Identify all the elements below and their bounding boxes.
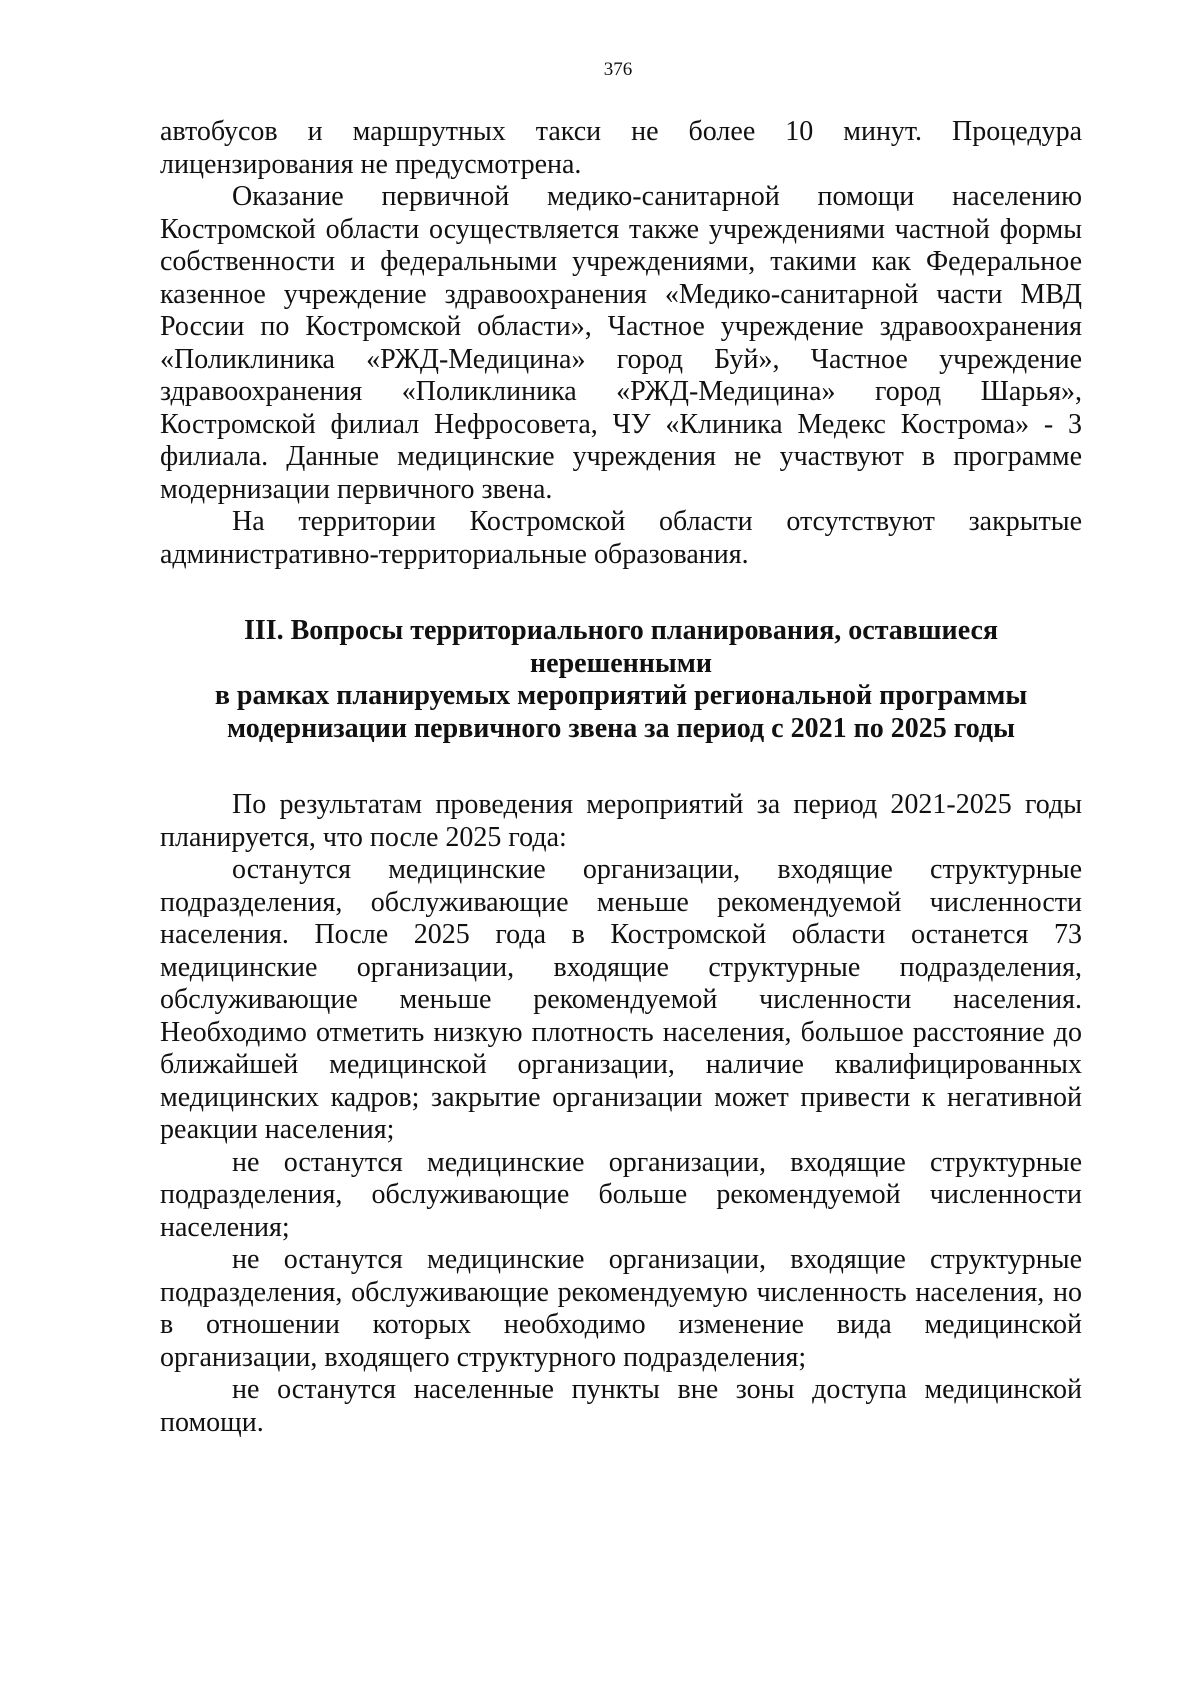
paragraph-licensing: автобусов и маршрутных такси не более 10 минут. Процедура лицензирования не предусмотрена. — [160, 116, 1082, 180]
paragraph-private-institutions: Оказание первичной медико-санитарной помощи населению Костромской области осуществляется также учреждениями частной формы собственности и федеральными учреждениями, такими как Федеральное казенное учреждение здравоохранения «Медико-санитарной части МВД России по Костромской области», Частное учреждение здравоохранения «Поликлиника «РЖД-Медицина» город Буй», Частное учреждение здравоохранения «Поликлиника «РЖД-Медицина» город Шарья», Костромской филиал Нефросовета, ЧУ «Клиника Медекс Кострома» - 3 филиала. Данные медицинские учреждения не участвуют в программе модернизации первичного звена. — [160, 181, 1082, 505]
section-heading-line-3: модернизации первичного звена за период с 2021 по 2025 годы — [227, 712, 1015, 744]
paragraph-not-remaining-above-recommended: не останутся медицинские организации, входящие структурные подразделения, обслуживающие больше рекомендуемой численности населения; — [160, 1146, 1082, 1243]
page-number: 376 — [603, 59, 633, 80]
section-heading — [160, 615, 1082, 745]
document-body — [160, 116, 1082, 1439]
spacer — [160, 745, 1082, 789]
section-heading-line-1: III. Вопросы территориального планирования, оставшиеся нерешенными — [243, 615, 999, 679]
paragraph-results-intro: По результатам проведения мероприятий за период 2021-2025 годы планируется, что после 2025 года: — [160, 789, 1082, 853]
paragraph-not-remaining-type-change: не останутся медицинские организации, входящие структурные подразделения, обслуживающие рекомендуемую численность населения, но в отношении которых необходимо изменение вида медицинской организации, входящего структурного подразделения; — [160, 1244, 1082, 1373]
paragraph-remaining-organizations: останутся медицинские организации, входящие структурные подразделения, обслуживающие меньше рекомендуемой численности населения. После 2025 года в Костромской области останется 73 медицинские организации, входящие структурные подразделения, обслуживающие меньше рекомендуемой численности населения. Необходимо отметить низкую плотность населения, большое расстояние до ближайшей медицинской организации, наличие квалифицированных медицинских кадров; закрытие организации может привести к негативной реакции населения; — [160, 854, 1082, 1145]
section-heading-line-2: в рамках планируемых мероприятий региональной программы — [214, 680, 1028, 711]
paragraph-not-remaining-settlements: не останутся населенные пункты вне зоны доступа медицинской помощи. — [160, 1374, 1082, 1438]
paragraph-closed-territories: На территории Костромской области отсутствуют закрытые административно-территориальные образования. — [160, 506, 1082, 570]
spacer — [160, 571, 1082, 615]
